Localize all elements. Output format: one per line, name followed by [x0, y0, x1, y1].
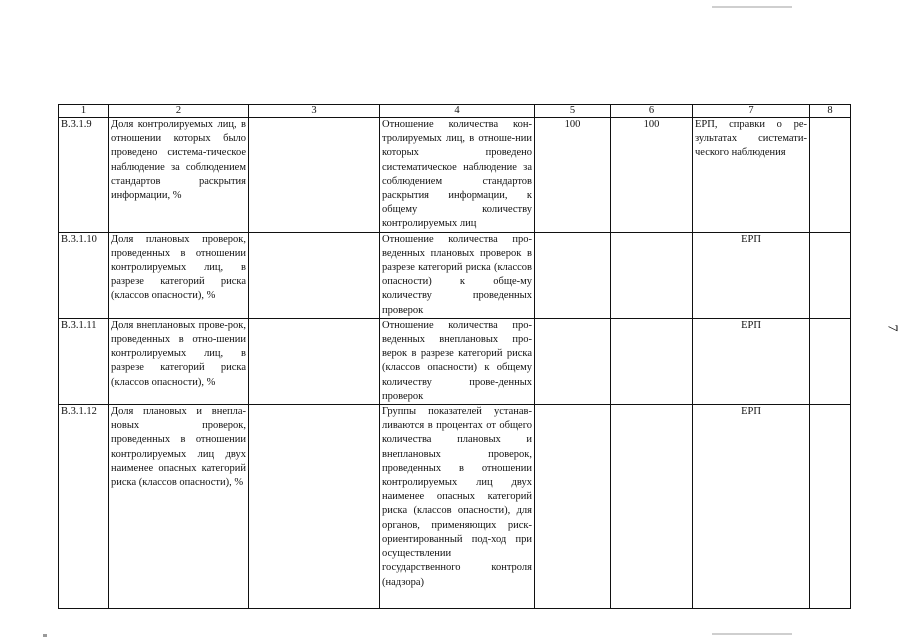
row-source: ЕРП, справки о ре-зультатах системати-ческого наблюдения: [693, 118, 810, 233]
row-formula: Группы показателей устанав-ливаются в процентах от общего количества плановых и внеплановых проверок, проведенных в отношении контролируемых лиц двух наименее опасных категорий риска (классов опасности), для органов, применяющих риск-ориентированный под-ход при осуществлении государственного контроля (надзора): [380, 405, 535, 609]
row-formula: Отношение количества про-веденных внеплановых про-верок в разрезе категорий риска (классов опасности) к общему количеству прове-денных проверок: [380, 318, 535, 404]
row-code: В.3.1.12: [59, 405, 109, 609]
row-col8: [810, 318, 851, 404]
row-code: В.3.1.11: [59, 318, 109, 404]
scan-artifact-bottom: [712, 633, 792, 635]
row-source: ЕРП: [693, 405, 810, 609]
row-source: ЕРП: [693, 232, 810, 318]
row-col6: [611, 405, 693, 609]
table-row: [59, 405, 851, 609]
header-cell-8: 8: [810, 105, 851, 118]
row-col6: [611, 232, 693, 318]
page-number: 7: [884, 324, 900, 332]
header-cell-5: 5: [535, 105, 611, 118]
row-formula: Отношение количества про-веденных плановых проверок в разрезе категорий риска (классов опасности) к обще-му количеству проведенных проверок: [380, 232, 535, 318]
table-header-row: [59, 105, 851, 118]
row-col8: [810, 118, 851, 233]
row-col6: 100: [611, 118, 693, 233]
row-indicator-name: Доля внеплановых прове-рок, проведенных в отно-шении контролируемых лиц, в разрезе категорий риска (классов опасности), %: [109, 318, 249, 404]
row-indicator-name: Доля контролируемых лиц, в отношении которых было проведено система-тическое наблюдение за соблюдением стандартов раскрытия информации, %: [109, 118, 249, 233]
table-row: [59, 118, 851, 233]
row-col3: [249, 118, 380, 233]
header-cell-3: 3: [249, 105, 380, 118]
row-col8: [810, 232, 851, 318]
row-code: В.3.1.10: [59, 232, 109, 318]
indicators-table: [58, 104, 851, 609]
row-col5: [535, 405, 611, 609]
row-source: ЕРП: [693, 318, 810, 404]
scan-artifact-top: [712, 6, 792, 8]
row-indicator-name: Доля плановых и внепла-новых проверок, проведенных в отношении контролируемых лиц двух наименее опасных категорий риска (классов опасности), %: [109, 405, 249, 609]
table-row: [59, 318, 851, 404]
row-col5: [535, 232, 611, 318]
table-row: [59, 232, 851, 318]
row-col8: [810, 405, 851, 609]
header-cell-7: 7: [693, 105, 810, 118]
row-col5: [535, 318, 611, 404]
row-code: В.3.1.9: [59, 118, 109, 233]
row-indicator-name: Доля плановых проверок, проведенных в отношении контролируемых лиц, в разрезе категорий риска (классов опасности), %: [109, 232, 249, 318]
row-col5: 100: [535, 118, 611, 233]
header-cell-2: 2: [109, 105, 249, 118]
row-col6: [611, 318, 693, 404]
row-formula: Отношение количества кон-тролируемых лиц, в отноше-нии которых проведено систематическое наблюдение за соблюдением стандартов раскрытия информации, к общему количеству контролируемых лиц: [380, 118, 535, 233]
row-col3: [249, 318, 380, 404]
row-col3: [249, 405, 380, 609]
row-col3: [249, 232, 380, 318]
header-cell-6: 6: [611, 105, 693, 118]
header-cell-4: 4: [380, 105, 535, 118]
scan-artifact-dot: [43, 634, 47, 637]
header-cell-1: 1: [59, 105, 109, 118]
